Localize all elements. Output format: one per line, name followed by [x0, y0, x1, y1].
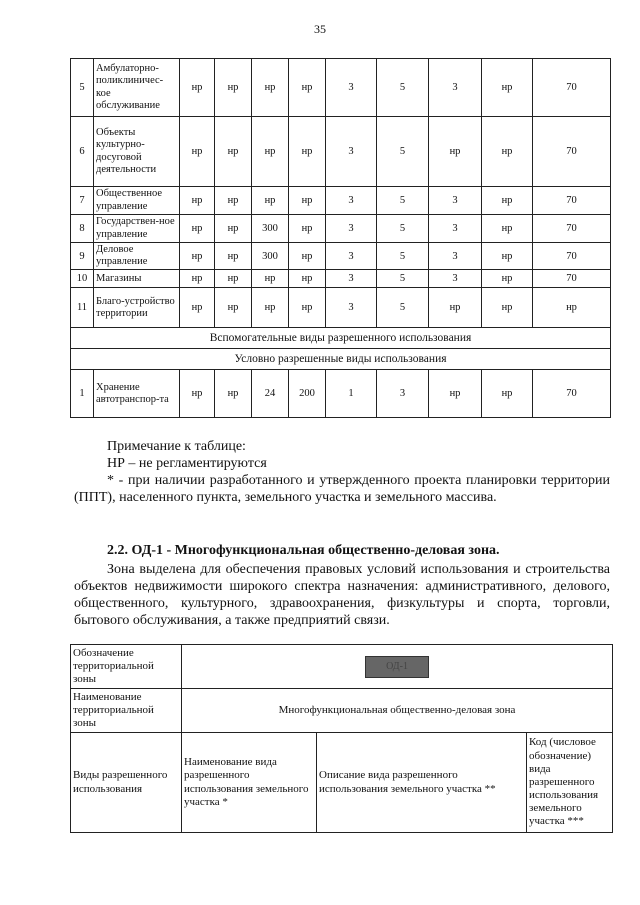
param-cell: нр: [252, 288, 289, 328]
note-line-1: НР – не регламентируются: [107, 456, 267, 471]
table1-body: [71, 59, 611, 418]
param-cell: нр: [482, 288, 533, 328]
param-cell: 5: [377, 59, 429, 117]
param-cell: нр: [533, 288, 611, 328]
param-cell: нр: [180, 288, 215, 328]
param-cell: нр: [289, 288, 326, 328]
param-cell: 3: [326, 117, 377, 187]
designation-row: [71, 645, 613, 689]
param-cell: 5: [377, 243, 429, 270]
param-cell: нр: [215, 270, 252, 288]
header-use-description: Описание вида разрешенного использования земельного участка **: [317, 733, 527, 833]
param-cell: 300: [252, 243, 289, 270]
param-cell: 200: [289, 370, 326, 418]
row-number: 7: [71, 187, 94, 215]
param-cell: нр: [252, 59, 289, 117]
param-cell: нр: [180, 215, 215, 243]
param-cell: 70: [533, 270, 611, 288]
param-cell: нр: [215, 117, 252, 187]
use-name: Хранение автотранспор-та: [94, 370, 180, 418]
row-number: 6: [71, 117, 94, 187]
param-cell: нр: [289, 215, 326, 243]
use-name: Объекты культурно-досуговой деятельности: [94, 117, 180, 187]
use-name: Общественное управление: [94, 187, 180, 215]
param-cell: нр: [252, 270, 289, 288]
param-cell: нр: [289, 59, 326, 117]
use-name: Деловое управление: [94, 243, 180, 270]
row-number: 10: [71, 270, 94, 288]
param-cell: 5: [377, 215, 429, 243]
param-cell: нр: [289, 270, 326, 288]
zone-title: 2.2. ОД-1 - Многофункциональная общественно-деловая зона.: [107, 543, 500, 558]
param-cell: нр: [180, 243, 215, 270]
param-cell: 3: [377, 370, 429, 418]
param-cell: 3: [429, 187, 482, 215]
zone-info-table: [70, 644, 613, 833]
param-cell: нр: [482, 215, 533, 243]
table-row: [71, 243, 611, 270]
param-cell: нр: [215, 243, 252, 270]
zone-description: [74, 561, 610, 629]
param-cell: 3: [326, 270, 377, 288]
param-cell: нр: [289, 243, 326, 270]
table-row: [71, 187, 611, 215]
note-heading: Примечание к таблице:: [107, 439, 246, 454]
param-cell: 70: [533, 215, 611, 243]
param-cell: 70: [533, 370, 611, 418]
param-cell: нр: [215, 288, 252, 328]
zone-name-value: Многофункциональная общественно-деловая зона: [182, 689, 613, 733]
param-cell: 3: [326, 288, 377, 328]
header-row: [71, 733, 613, 833]
param-cell: 70: [533, 59, 611, 117]
param-cell: нр: [252, 187, 289, 215]
param-cell: нр: [215, 370, 252, 418]
table-row: [71, 117, 611, 187]
row-number: 1: [71, 370, 94, 418]
param-cell: нр: [215, 59, 252, 117]
use-name: Благо-устройство территории: [94, 288, 180, 328]
param-cell: 70: [533, 187, 611, 215]
param-cell: нр: [180, 370, 215, 418]
param-cell: 1: [326, 370, 377, 418]
use-name: Амбулаторно-поликлиничес-кое обслуживание: [94, 59, 180, 117]
designation-cell: [182, 645, 613, 689]
param-cell: 5: [377, 117, 429, 187]
param-cell: нр: [482, 59, 533, 117]
param-cell: 300: [252, 215, 289, 243]
param-cell: 5: [377, 270, 429, 288]
param-cell: 3: [429, 270, 482, 288]
use-name: Магазины: [94, 270, 180, 288]
param-cell: 3: [326, 243, 377, 270]
param-cell: 3: [326, 187, 377, 215]
param-cell: 5: [377, 288, 429, 328]
param-cell: 70: [533, 243, 611, 270]
param-cell: нр: [180, 270, 215, 288]
section-row: [71, 328, 611, 349]
param-cell: 3: [429, 215, 482, 243]
header-uses: Виды разрешенного использования: [71, 733, 182, 833]
header-use-name: Наименование вида разрешенного использования земельного участка *: [182, 733, 317, 833]
param-cell: нр: [215, 187, 252, 215]
param-cell: 5: [377, 187, 429, 215]
param-cell: нр: [429, 117, 482, 187]
zone-name-row: [71, 689, 613, 733]
permitted-use-parameters-table: [70, 58, 611, 418]
param-cell: 24: [252, 370, 289, 418]
param-cell: нр: [215, 215, 252, 243]
row-number: 8: [71, 215, 94, 243]
param-cell: нр: [482, 243, 533, 270]
param-cell: нр: [482, 117, 533, 187]
use-name: Государствен-ное управление: [94, 215, 180, 243]
param-cell: нр: [482, 187, 533, 215]
table-note: [74, 438, 610, 506]
table-row: [71, 59, 611, 117]
param-cell: 70: [533, 117, 611, 187]
param-cell: 3: [429, 59, 482, 117]
param-cell: нр: [289, 117, 326, 187]
param-cell: нр: [180, 59, 215, 117]
designation-label: Обозначение территориальной зоны: [71, 645, 182, 689]
param-cell: нр: [180, 187, 215, 215]
table-row: [71, 215, 611, 243]
param-cell: нр: [429, 370, 482, 418]
param-cell: 3: [326, 215, 377, 243]
row-number: 11: [71, 288, 94, 328]
param-cell: нр: [289, 187, 326, 215]
section-heading: Условно разрешенные виды использования: [71, 349, 611, 370]
row-number: 9: [71, 243, 94, 270]
table-row: [71, 270, 611, 288]
param-cell: нр: [482, 270, 533, 288]
table-row: [71, 288, 611, 328]
param-cell: нр: [252, 117, 289, 187]
row-number: 5: [71, 59, 94, 117]
param-cell: 3: [326, 59, 377, 117]
table-row: [71, 370, 611, 418]
param-cell: 3: [429, 243, 482, 270]
note-line-2: * - при наличии разработанного и утвержденного проекта планировки территории (ППТ), населенного пункта, земельного участка и земельного массива.: [74, 473, 610, 505]
zone-code-badge: ОД-1: [365, 656, 429, 678]
section-heading: Вспомогательные виды разрешенного использования: [71, 328, 611, 349]
param-cell: нр: [429, 288, 482, 328]
page-number: 35: [314, 22, 326, 36]
header-use-code: Код (числовое обозначение) вида разрешенного использования земельного участка ***: [527, 733, 613, 833]
zone-description-text: Зона выделена для обеспечения правовых условий использования и строительства объектов недвижимости широкого спектра назначения: административного, делового, общественного, культурного, здравоохранения, физкультуры и спорта, торговли, бытового обслуживания, а также предприятий связи.: [74, 562, 610, 628]
param-cell: нр: [482, 370, 533, 418]
param-cell: нр: [180, 117, 215, 187]
section-row: [71, 349, 611, 370]
zone-name-label: Наименование территориальной зоны: [71, 689, 182, 733]
